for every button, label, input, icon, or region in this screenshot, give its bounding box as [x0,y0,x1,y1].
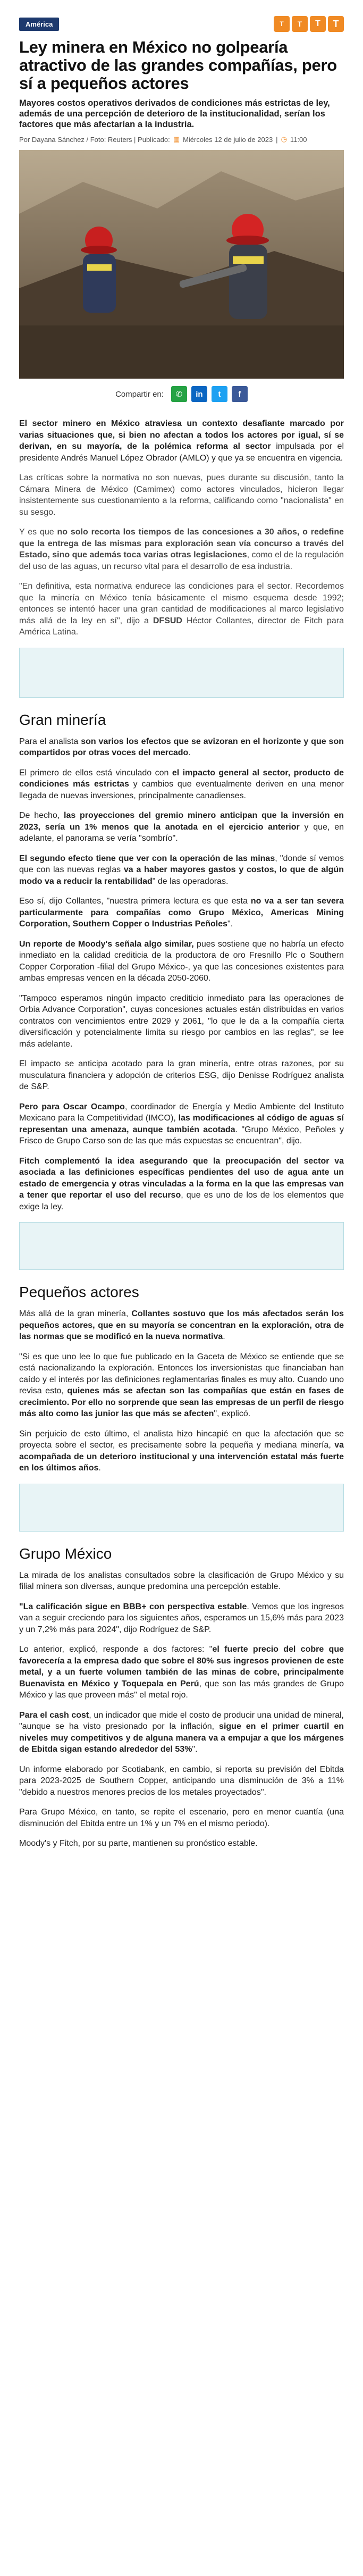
byline [19,135,344,144]
twitter-icon: t [218,389,221,399]
calendar-icon: ▦ [173,135,180,143]
top-bar [19,16,344,32]
paragraph-11: "Tampoco esperamos ningún impacto crediticio inmediato para las operaciones de Orbia Advance Corporation", cuyas concesiones actuales están distribuidas en varios contratos con vencimientos entre 2029 y 2061, "lo que le da a la compañía cierta diversificación y potencialmente limita su riesgo por cambios en las reglas", se lee más adelante. [19,993,344,1049]
mining-workers-illustration [19,150,344,379]
text-size-button-1[interactable]: T [274,16,290,32]
whatsapp-icon: ✆ [175,390,183,399]
share-bar [19,386,344,402]
paragraph-18: La mirada de los analistas consultados sobre la clasificación de Grupo México y su filial minera son diversas, aunque predomina una percepción estable. [19,1570,344,1591]
paragraph-9: Eso sí, dijo Collantes, "nuestra primera lectura es que esta no va a ser tan severa particularmente para compañías como Grupo México, Americas Mining Corporation, Southern Copper o Industrias Peñoles". [19,897,344,929]
facebook-icon: f [238,389,241,399]
section-tag[interactable]: América [19,18,59,31]
paragraph-5: Para el analista son varios los efectos que se avizoran en el horizonte y que son compartidos por otras voces del mercado. [19,737,344,757]
byline-time: 11:00 [290,135,307,144]
article-headline: Ley minera en México no golpearía atractivo de las grandes compañías, pero sí a pequeños actores [19,38,337,93]
paragraph-15: Más allá de la gran minería, Collantes sostuvo que los más afectados serán los pequeños actores, que en su mayoría se concentran en la exploración, otra de las normas que se modificó en la nueva normativa. [19,1309,344,1341]
twitter-share-button[interactable] [212,386,227,402]
paragraph-14: Fitch complementó la idea asegurando que la preocupación del sector va asociada a las definiciones específicas pendientes del uso de agua ante un estado de emergencia y otras vinculadas a la forma en la que las empresas van a tener que reportar el uso del recurso, que es uno de los de los elementos que exige la ley. [19,1156,344,1211]
paragraph-12: El impacto se anticipa acotado para la gran minería, entre otras razones, por su musculatura financiera y adopción de criterios ESG, dijo Denisse Rodríguez analista de S&P. [19,1059,344,1091]
paragraph-8: El segundo efecto tiene que ver con la operación de las minas, "donde sí vemos que con las nuevas reglas va a haber mayores gastos y costos, lo que de algún modo va a reducir la rentabilidad" de las operadoras. [19,854,344,886]
share-label: Compartir en: [115,389,164,399]
text-size-button-2[interactable]: T [292,16,308,32]
text-size-button-4[interactable]: T [328,16,344,32]
paragraph-10: Un reporte de Moody's señala algo similar, pues sostiene que no habría un efecto inmediato en la calidad crediticia de la productora de oro Fresnillo Plc o Southern Copper Corporation -filial del Grupo México-, ya que las concesiones existentes para ambas empresas vencen en la década 2050-2060. [19,939,344,983]
text-size-controls [274,16,344,32]
clock-icon: ◷ [281,135,287,143]
paragraph-24: Moody's y Fitch, por su parte, mantienen su pronóstico estable. [19,1839,258,1848]
ad-banner-1[interactable] [19,648,344,698]
section-heading-pequenos-actores: Pequeños actores [19,1284,139,1300]
paragraph-4: "En definitiva, esta normativa endurece las condiciones para el sector. Recordemos que la minería en México tenía básicamente el mismo esquema desde 1992; entonces se intentó hacer una gran cantidad de modificaciones al marco legislativo más allá de la ley en sí", dijo a DFSUD Héctor Collantes, director de Fitch para América Latina. [19,582,344,637]
paragraph-21: Para el cash cost, un indicador que mide el costo de producir una unidad de mineral, "aunque se ha visto presionado por la inflación, sigue en el primer cuartil en niveles muy competitivos y de alguna manera va a empujar a que los márgenes de Ebitda sigan estando alrededor del 53%". [19,1710,344,1754]
paragraph-20: Lo anterior, explicó, responde a dos factores: "el fuerte precio del cobre que favorecería a la empresa dado que sobre el 80% sus ingresos provienen de este metal, y a un fuerte volumen también de las minas de cobre, principalmente Buenavista en México y Toquepala en Perú, que son las más grandes de Grupo México y las que proveen más" el metal rojo. [19,1645,344,1700]
paragraph-22: Un informe elaborado por Scotiabank, en cambio, si reporta su previsión del Ebitda para 2023-2025 de Southern Copper, anticipando una disminución de 3% a 11% "debido a nuestros menores precios de los metales proyectados". [19,1764,344,1797]
paragraph-1: El sector minero en México atraviesa un contexto desafiante marcado por varias situaciones que, si bien no afectan a todos los actores por igual, sí se derivan, en su mayoría, de la polémica reforma al sector impulsada por el presidente Andrés Manuel López Obrador (AMLO) y que ya se encuentra en vigencia. [19,419,344,463]
facebook-share-button[interactable] [232,386,248,402]
article-subtitle: Mayores costos operativos derivados de condiciones más estrictas de ley, además de una percepción de deterioro de la institucionalidad, serían los factores que más afectarían a la industria. [19,98,330,129]
paragraph-13: Pero para Oscar Ocampo, coordinador de Energía y Medio Ambiente del Instituto Mexicano para la Competitividad (IMCO), las modificaciones al código de aguas sí representan una amenaza, aunque también acotada. "Grupo México, Peñoles y Frisco de Grupo Carso son de las que más expuestas se encuentran", dijo. [19,1102,344,1145]
paragraph-23: Para Grupo México, en tanto, se repite el escenario, pero en menor cuantía (una disminución del Ebitda entre un 1% y un 7% en el mismo periodo). [19,1808,344,1828]
linkedin-icon: in [196,389,203,399]
ad-banner-2[interactable] [19,1222,344,1270]
byline-separator: | [276,135,278,144]
paragraph-16: "Si es que uno lee lo que fue publicado en la Gaceta de México se entiende que se está nacionalizando la exploración. Entonces los inversionistas que financiaban han caído y el interés por las definiciones reglamentarias finales es muy alto. Cuando uno revisa esto, quienes más se afectan son las compañías que están en fases de crecimiento. Por ello no sorprende que sean las empresas de un perfil de riesgo más alto como las junior las que más se afecten", explicó. [19,1352,344,1418]
article-body [19,418,344,1850]
paragraph-17: Sin perjuicio de esto último, el analista hizo hincapié en que la afectación que se proyecta sobre el sector, es precisamente sobre la pequeña y mediana minería, va acompañada de un deterioro institucional y una intervención estatal más fuerte en los últimos años. [19,1429,344,1473]
whatsapp-share-button[interactable] [171,386,187,402]
ad-banner-3[interactable] [19,1484,344,1532]
section-heading-gran-mineria: Gran minería [19,711,106,728]
paragraph-6: El primero de ellos está vinculado con el impacto general al sector, producto de condiciones más estrictas y cambios que eventualmente deriven en una menor llegada de nuevas inversiones, principalmente canadienses. [19,768,344,800]
worker-left [81,227,117,313]
hero-photo [19,150,344,379]
linkedin-share-button[interactable] [191,386,207,402]
paragraph-19: "La calificación sigue en BBB+ con perspectiva estable. Vemos que los ingresos van a seguir creciendo para los siguientes años, esperamos un 15,6% más para 2023 y un 7,2% más para 2024", dijo Rodríguez de S&P. [19,1602,344,1634]
byline-authors: Por Dayana Sánchez / Foto: Reuters | Publicado: [19,135,170,144]
paragraph-7: De hecho, las proyecciones del gremio minero anticipan que la inversión en 2023, sería un 1% menos que la anotada en el ejercicio anterior y que, en adelante, el panorama se vería "sombrío". [19,811,344,843]
paragraph-3: Y es que no solo recorta los tiempos de las concesiones a 30 años, o redefine que la entrega de las mismas para exploración sean vía concurso a través del Estado, sino que además toca varias otras legislaciones, como el de la regulación del uso de las aguas, un recurso vital para el desarrollo de esa industria. [19,528,344,571]
section-heading-grupo-mexico: Grupo México [19,1545,112,1562]
byline-date: Miércoles 12 de julio de 2023 [183,135,273,144]
text-size-button-3[interactable]: T [310,16,326,32]
paragraph-2: Las críticas sobre la normativa no son nuevas, pues durante su discusión, tanto la Cámara Minera de México (Camimex) como actores vinculados, hicieron llegar insistentemente sus cuestionamiento a la reforma, calificando como "nacionalista" en su sesgo. [19,473,344,517]
